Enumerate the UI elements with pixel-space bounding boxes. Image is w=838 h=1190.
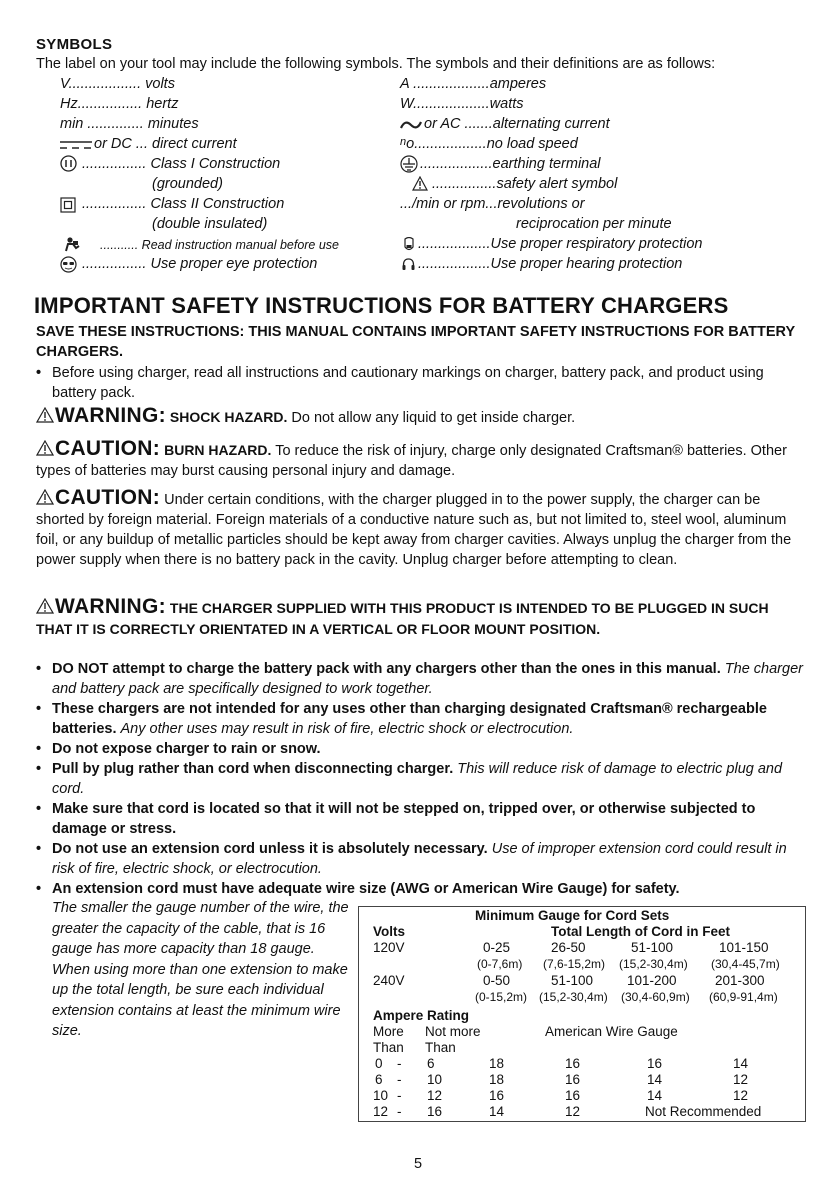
table-cell: 12: [733, 1088, 749, 1103]
bullet-item: • Do not use an extension cord unless it is absolutely necessary. Use of improper extension cord could result in risk of fire, electric shock, or electrocution.: [36, 839, 808, 879]
read-manual-icon: [64, 236, 80, 257]
warning-triangle-icon: [36, 598, 54, 614]
than-label: Than: [373, 1040, 404, 1055]
bullet-item: • These chargers are not intended for any uses other than charging designated Craftsman® rechargeable batteries. Any other uses may result in risk of fire, electric shock or electrocution.: [36, 699, 808, 739]
symbol-direct-current: or DC ... direct current: [94, 136, 237, 152]
table-cell: (0-15,2m): [475, 990, 528, 1004]
table-cell: 16: [427, 1104, 443, 1119]
table-cell: 0: [375, 1056, 383, 1071]
earthing-terminal-icon: [400, 155, 418, 178]
table-cell: (30,4-45,7m): [711, 957, 780, 971]
hearing-protection-icon: [401, 257, 416, 277]
symbols-intro: The label on your tool may include the following symbols. The symbols and their definitions are as follows:: [36, 56, 716, 72]
page-number: 5: [414, 1156, 423, 1172]
eye-protection-icon: [60, 256, 77, 278]
symbol-respiratory-protection: ..................Use proper respiratory protection: [418, 236, 703, 252]
table-cell: 18: [489, 1072, 505, 1087]
respiratory-protection-icon: [402, 237, 416, 258]
table-cell: 0-50: [483, 973, 511, 988]
table-cell: 12: [565, 1104, 581, 1119]
caution-burn-hazard: CAUTION: BURN HAZARD. To reduce the risk of injury, charge only designated Craftsman® batteries. Other types of batteries may burst causing personal injury and damage.: [36, 437, 787, 479]
symbols-heading: SYMBOLS: [36, 36, 113, 53]
table-cell: (30,4-60,9m): [621, 990, 690, 1004]
table-cell: 6: [427, 1056, 435, 1071]
symbol-hertz: Hz................ hertz: [60, 96, 179, 112]
table-cell: 26-50: [551, 940, 586, 955]
symbol-class-ii: ................ Class II Construction: [82, 196, 285, 212]
symbol-minutes: min .............. minutes: [60, 116, 199, 132]
awg-label: American Wire Gauge: [545, 1024, 678, 1039]
volts-240: 240V: [373, 973, 405, 988]
table-cell: 16: [565, 1056, 581, 1071]
caution-triangle-icon: [36, 440, 54, 456]
symbol-grounded: (grounded): [152, 176, 223, 192]
bullet-item: • An extension cord must have adequate wire size (AWG or American Wire Gauge) for safety.: [36, 879, 808, 899]
table-cell: 16: [565, 1088, 581, 1103]
table-cell: 12: [733, 1072, 749, 1087]
table-cell: -: [397, 1088, 402, 1103]
symbol-hearing-protection: ..................Use proper hearing protection: [418, 256, 683, 272]
gauge-note: The smaller the gauge number of the wire, the greater the capacity of the cable, that is 16 gauge has more capacity than 18 gauge. When using more than one extension to make up the total length, be sure each individual extension contains at least the minimum wire size.: [52, 900, 349, 1039]
table-cell: -: [397, 1056, 402, 1071]
not-more-label: Not more: [425, 1024, 481, 1039]
table-cell: 14: [489, 1104, 505, 1119]
bullet-item: • DO NOT attempt to charge the battery pack with any chargers other than the ones in this manual. The charger and battery pack are specifically designed to work together.: [36, 659, 808, 699]
table-cell: 14: [647, 1072, 663, 1087]
bullet-item: • Pull by plug rather than cord when disconnecting charger. This will reduce risk of damage to electric plug and cord.: [36, 759, 808, 799]
length-label: Total Length of Cord in Feet: [551, 924, 730, 939]
table-cell: 51-100: [551, 973, 594, 988]
table-cell: (60,9-91,4m): [709, 990, 778, 1004]
table-cell: 6: [375, 1072, 383, 1087]
warning-orientation: WARNING: THE CHARGER SUPPLIED WITH THIS PRODUCT IS INTENDED TO BE PLUGGED IN SUCH THAT IT IS CORRECTLY ORIENTATED IN A VERTICAL OR FLOOR MOUNT POSITION.: [36, 595, 769, 637]
symbol-revolutions: .../min or rpm...revolutions or: [400, 196, 585, 212]
table-cell: 101-200: [627, 973, 677, 988]
table-cell: 16: [489, 1088, 505, 1103]
table-cell: 16: [647, 1056, 663, 1071]
class-i-construction-icon: [60, 155, 77, 177]
table-cell: 14: [733, 1056, 749, 1071]
before-using-bullet: • Before using charger, read all instructions and cautionary markings on charger, battery pack, and product using battery pack.: [36, 363, 808, 403]
volts-120: 120V: [373, 940, 405, 955]
table-cell: 12: [427, 1088, 443, 1103]
table-cell: -: [397, 1072, 402, 1087]
save-instructions-heading: SAVE THESE INSTRUCTIONS: THIS MANUAL CONTAINS IMPORTANT SAFETY INSTRUCTIONS FOR BATTERY CHARGERS.: [36, 324, 795, 360]
symbol-double-insulated: (double insulated): [152, 216, 268, 232]
table-cell: 10: [373, 1088, 389, 1103]
more-label: More: [373, 1024, 404, 1039]
table-cell: 101-150: [719, 940, 769, 955]
table-cell: (15,2-30,4m): [539, 990, 608, 1004]
caution-shorting: CAUTION: Under certain conditions, with the charger plugged in to the power supply, the charger can be shorted by foreign material. Foreign materials of a conductive nature such as, but not limited to, steel wool, aluminum foil, or any buildup of metallic particles should be kept away from charger cavities. Always unplug the charger from the power supply when there is no battery pack in the cavity. Unplug charger before attempting to clean.: [36, 486, 792, 568]
dc-symbol-icon: [60, 138, 92, 156]
symbol-earthing-terminal: ..................earthing terminal: [420, 156, 601, 172]
symbol-eye-protection: ................ Use proper eye protection: [82, 256, 318, 272]
symbol-reciprocation: reciprocation per minute: [516, 216, 672, 232]
no-load-speed-icon: n: [400, 136, 407, 148]
table-cell: 14: [647, 1088, 663, 1103]
table-cell: 201-300: [715, 973, 765, 988]
ac-symbol-icon: [400, 118, 422, 136]
table-title: Minimum Gauge for Cord Sets: [475, 908, 670, 923]
symbol-class-i: ................ Class I Construction: [82, 156, 281, 172]
table-cell: 18: [489, 1056, 505, 1071]
warning-shock-hazard: WARNING: SHOCK HAZARD. Do not allow any liquid to get inside charger.: [36, 406, 806, 428]
table-cell: 10: [427, 1072, 443, 1087]
safety-alert-icon: [412, 176, 428, 196]
cord-gauge-table: [358, 906, 806, 1122]
symbol-volts: V.................. volts: [60, 76, 175, 92]
class-ii-construction-icon: [60, 197, 76, 218]
symbol-alternating-current: or AC .......alternating current: [424, 116, 610, 132]
table-cell: 12: [373, 1104, 389, 1119]
table-cell: -: [397, 1104, 402, 1119]
symbol-read-manual: ........... Read instruction manual before use: [100, 238, 340, 252]
ampere-rating-label: Ampere Rating: [373, 1008, 470, 1023]
warning-triangle-icon: [36, 407, 54, 423]
symbol-amperes: A ...................amperes: [400, 76, 547, 92]
bullet-item: • Make sure that cord is located so that it will not be stepped on, tripped over, or otherwise subjected to damage or stress.: [36, 799, 808, 839]
volts-label: Volts: [373, 924, 406, 939]
than-label: Than: [425, 1040, 456, 1055]
table-cell: (15,2-30,4m): [619, 957, 688, 971]
symbol-watts: W...................watts: [400, 96, 524, 112]
symbol-safety-alert: ................safety alert symbol: [432, 176, 618, 192]
symbol-no-load-speed: $^n$o..................no load speed: [400, 136, 578, 152]
table-cell: 0-25: [483, 940, 511, 955]
bullet-item: • Do not expose charger to rain or snow.: [36, 739, 808, 759]
table-cell: Not Recommended: [645, 1104, 762, 1119]
table-cell: (0-7,6m): [477, 957, 523, 971]
safety-title: IMPORTANT SAFETY INSTRUCTIONS FOR BATTERY CHARGERS: [34, 293, 729, 318]
table-cell: 51-100: [631, 940, 674, 955]
table-cell: (7,6-15,2m): [543, 957, 606, 971]
caution-triangle-icon: [36, 489, 54, 505]
table-cell: 16: [565, 1072, 581, 1087]
